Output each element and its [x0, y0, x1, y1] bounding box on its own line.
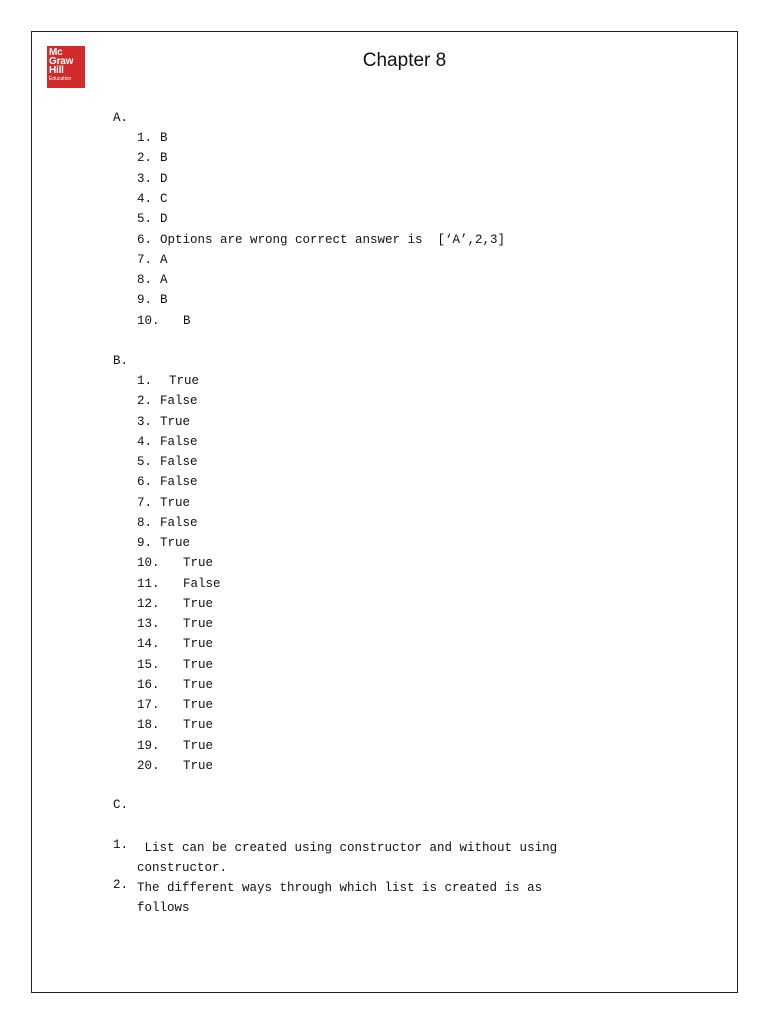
- section-b-item-number: 6.: [137, 475, 153, 490]
- section-a-item-number: 9.: [137, 293, 153, 308]
- section-b-item-number: 2.: [137, 394, 153, 409]
- section-a-item-answer: D: [160, 212, 168, 227]
- section-c-heading: C.: [113, 798, 129, 812]
- section-a-item-answer: C: [160, 191, 168, 206]
- section-b-item-number: 9.: [137, 536, 153, 550]
- section-b-item-answer: False: [160, 475, 198, 490]
- section-a-item-number: 4.: [137, 191, 153, 206]
- section-a-item-answer: B: [160, 131, 168, 145]
- section-a-item-number: 6.: [137, 232, 153, 247]
- section-b-item-answer: False: [160, 455, 198, 469]
- section-a-item-answer: B: [183, 313, 191, 328]
- section-b-item-answer: True: [160, 414, 191, 429]
- section-b-item-answer: False: [160, 394, 198, 409]
- section-a-item-answer: Options are wrong correct answer is [‘A’,2,3]: [160, 232, 506, 247]
- section-b-item-answer: True: [183, 657, 214, 672]
- logo-line-3: Hill: [49, 65, 64, 76]
- section-b-item-answer: True: [183, 637, 214, 652]
- section-a-item-answer: B: [160, 151, 168, 166]
- section-b-heading: B.: [113, 354, 129, 368]
- section-b-item-number: 17.: [137, 698, 160, 712]
- section-b-item-answer: True: [160, 495, 191, 510]
- section-b-item-answer: True: [183, 617, 214, 631]
- section-c-item-text: List can be created using constructor and without using constructor.: [137, 841, 558, 875]
- section-b-item-number: 18.: [137, 718, 160, 733]
- section-b-item-number: 3.: [137, 414, 153, 429]
- section-a-heading: A.: [113, 111, 129, 125]
- section-a-item-number: 10.: [137, 313, 160, 328]
- section-b-item-answer: True: [160, 536, 191, 550]
- document-page: [31, 31, 738, 993]
- section-a-item-answer: A: [160, 252, 168, 267]
- section-b-item-answer: False: [183, 576, 221, 591]
- section-b-item-number: 13.: [137, 617, 160, 631]
- section-a-item-answer: B: [160, 293, 168, 308]
- section-b-item-answer: True: [183, 556, 214, 571]
- section-a-item-number: 8.: [137, 273, 153, 288]
- section-b-item-answer: True: [183, 718, 214, 733]
- section-b-item-number: 14.: [137, 637, 160, 652]
- section-a-item-number: 2.: [137, 151, 153, 166]
- section-b-item-number: 8.: [137, 515, 153, 530]
- section-b-item-number: 16.: [137, 677, 160, 692]
- section-a-item-number: 7.: [137, 252, 153, 267]
- page-title: Chapter 8: [362, 50, 447, 71]
- section-a-item-answer: D: [160, 171, 168, 186]
- section-a-item-number: 5.: [137, 212, 153, 227]
- section-b-item-answer: True: [183, 596, 214, 611]
- logo-line-2: Graw: [49, 56, 74, 67]
- section-b-item-number: 1.: [137, 374, 153, 388]
- section-b-item-answer: False: [160, 515, 198, 530]
- section-b-item-answer: False: [160, 434, 198, 449]
- section-a-item-number: 3.: [137, 171, 153, 186]
- section-b-item-number: 7.: [137, 495, 153, 510]
- section-b-item-number: 20.: [137, 758, 160, 773]
- section-c-item-text: The different ways through which list is created is as follows: [137, 881, 543, 915]
- section-b-item-answer: True: [183, 677, 214, 692]
- section-a-item-number: 1.: [137, 131, 153, 145]
- section-b-item-number: 4.: [137, 434, 153, 449]
- section-a-item-answer: A: [160, 273, 168, 288]
- section-b-item-number: 11.: [137, 576, 160, 591]
- section-b-item-number: 10.: [137, 556, 160, 571]
- section-b-item-number: 5.: [137, 455, 153, 469]
- section-b-item-answer: True: [183, 698, 214, 712]
- section-b-item-number: 12.: [137, 596, 160, 611]
- logo-line-4: Education: [49, 76, 72, 82]
- section-b-item-number: 15.: [137, 657, 160, 672]
- logo-line-1: Mc: [49, 47, 63, 58]
- section-c-item-number: 1.: [113, 838, 129, 852]
- section-b-item-answer: True: [183, 758, 214, 773]
- section-b-item-number: 19.: [137, 738, 160, 753]
- section-b-item-answer: True: [169, 374, 200, 388]
- section-b-item-answer: True: [183, 738, 214, 753]
- section-c-item-number: 2.: [113, 878, 129, 892]
